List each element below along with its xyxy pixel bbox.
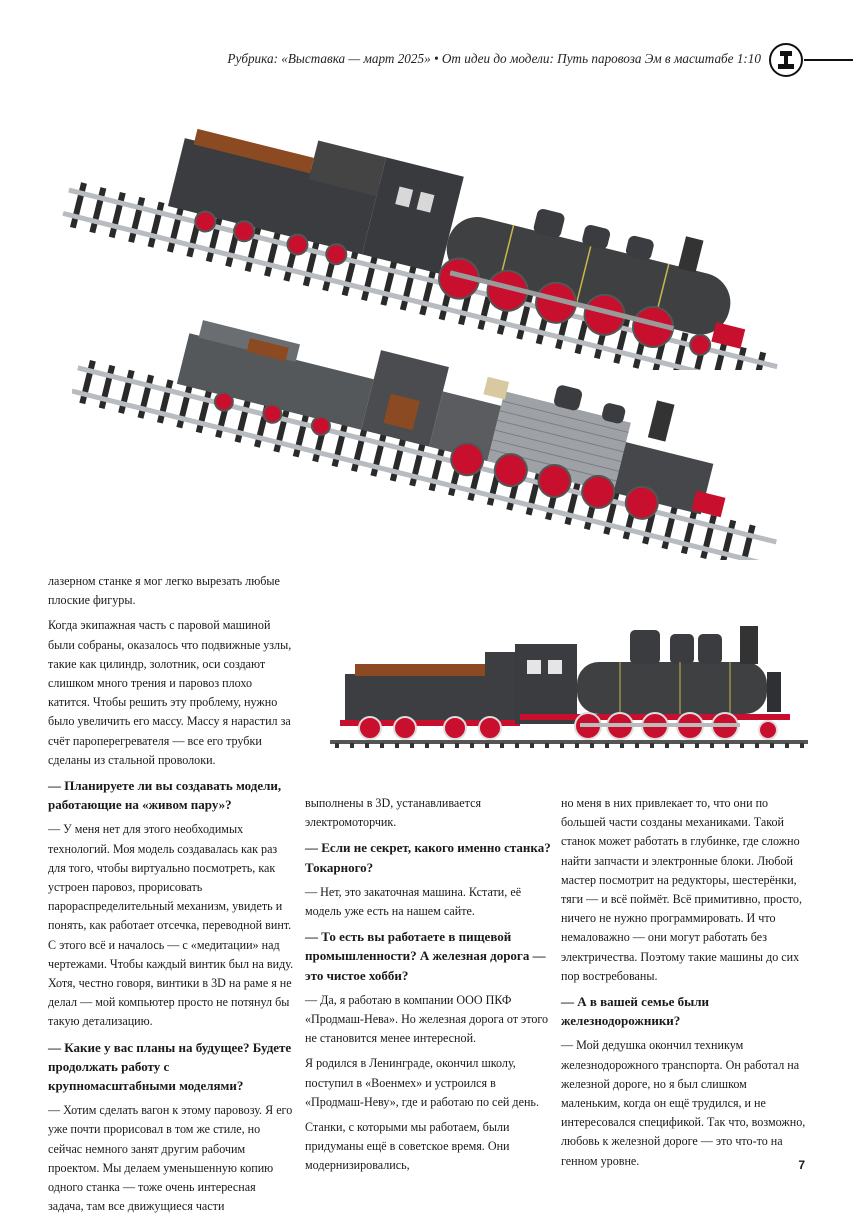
- paragraph: — Нет, это закаточная машина. Кстати, её модель уже есть на нашем сайте.: [305, 884, 522, 919]
- interview-question: — То есть вы работаете в пищевой промышленности? А железная дорога — это чистое хобби?: [305, 929, 546, 983]
- paragraph: выполнены в 3D, устанавливается электромоторчик.: [305, 796, 482, 830]
- interview-question: — Планируете ли вы создавать модели, работающие на «живом пару»?: [48, 778, 282, 813]
- text-column-2: [305, 794, 551, 1182]
- paragraph: — У меня нет для этого необходимых технологий. Моя модель создавалась как раз для того, чтобы виртуально посмотреть, как устроен паровоз, прорисовать парораспределительный механизм, увидеть и понять, как работает отсечка, переводной винт. С этого всё и началось — с «медитации» над чертежами. Чтобы каждый винтик был на виду. Хотя, честно говоря, винтики в 3D на раме я не делал — мой компьютер просто не потянул бы такую детализацию.: [48, 822, 294, 1029]
- paragraph: лазерном станке я мог легко вырезать любые плоские фигуры.: [48, 574, 280, 608]
- locomotive-side-view-render: [330, 622, 808, 752]
- interview-question: — Какие у вас планы на будущее? Будете продолжать работу с крупномасштабными моделями?: [48, 1039, 292, 1094]
- interview-question: — А в вашей семье были железнодорожники?: [561, 994, 710, 1029]
- running-header: [0, 43, 853, 79]
- text-column-1: [48, 572, 294, 1223]
- rubric-text: Рубрика: «Выставка — март 2025» • От идеи до модели: Путь паровоза Эм в масштабе 1:10: [227, 51, 761, 66]
- paragraph: Станки, с которыми мы работаем, были придуманы ещё в советское время. Они модернизировались,: [305, 1120, 510, 1173]
- locomotive-3d-cutaway-render: [72, 295, 792, 560]
- paragraph: Я родился в Ленинграде, окончил школу, поступил в «Военмех» и устроился в «Продмаш-Неву», где и работаю по сей день.: [305, 1056, 539, 1109]
- page-number: 7: [798, 1158, 805, 1172]
- paragraph: — Да, я работаю в компании ООО ПКФ «Продмаш-Нева». Но железная дорога от этого не становится менее интересной.: [305, 992, 549, 1046]
- paragraph: — Хотим сделать вагон к этому паровозу. Я его уже почти прорисовал в том же стиле, но сейчас немного занят другим рабочим проектом. Мы делаем уменьшенную копию одного станка — тоже очень интересная задача, там все движущиеся части: [48, 1103, 293, 1214]
- paragraph: но меня в них привлекает то, что они по большей части созданы механиками. Такой станок может работать в глубинке, где сложно найти запчасти и электронные блоки. Любой мастер посмотрит на редукторы, шестерёнки, тяги — и всё поймёт. Всё примитивно, просто, ничего не нужно программировать. И что немаловажно — они могут работать без электричества. Поэтому такие машины до сих пор востребованы.: [561, 796, 802, 983]
- header-rule: [804, 59, 853, 61]
- interview-question: — Если не секрет, какого именно станка? Токарного?: [305, 840, 551, 875]
- paragraph: Когда экипажная часть с паровой машиной были собраны, оказалось что подвижные узлы, такие как цилиндр, золотник, оси создают слишком много трения и паровоз плохо катится. Чтобы решить эту проблему, нужно было увеличить его массу. Массу я нарастил за счёт пароперегревателя — все его трубки сделаны из стальной проволоки.: [48, 618, 292, 767]
- text-column-3: [561, 794, 807, 1177]
- rail-profile-icon: [769, 43, 803, 77]
- paragraph: — Мой дедушка окончил техникум железнодорожного транспорта. Он работал на железной дороге, но я был слишком маленьким, когда он ещё трудился, и не интересовался спецификой. Так что, возможно, любовь к железной дороге — это что-то на генном уровне.: [561, 1038, 806, 1168]
